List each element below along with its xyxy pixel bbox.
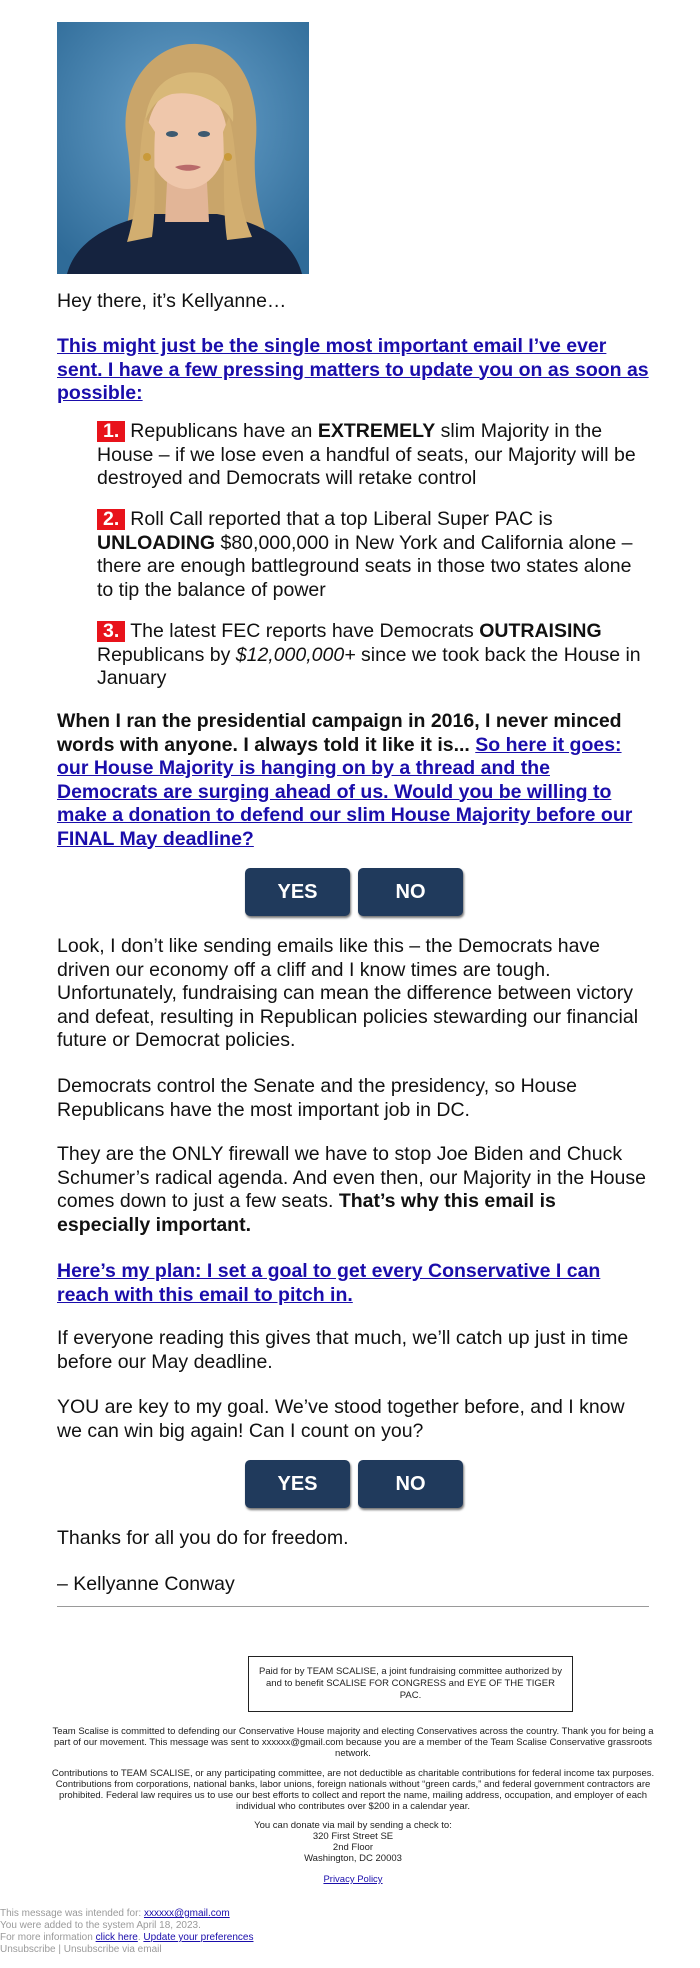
separator-dot: . xyxy=(137,1932,144,1943)
unsubscribe-line xyxy=(0,1944,162,1956)
campaign-bold: When I ran the presidential campaign in 2016, I never minced words with anyone. I always told it like it is... xyxy=(57,710,622,756)
number-badge: 2. xyxy=(97,509,125,530)
paid-for-box xyxy=(248,1656,573,1712)
more-info-line xyxy=(0,1932,253,1944)
number-badge: 3. xyxy=(97,621,125,642)
more-info-text: For more information xyxy=(0,1932,96,1943)
unsubscribe-email-link[interactable]: Unsubscribe via email xyxy=(63,1944,162,1955)
yes-button[interactable]: YES xyxy=(245,868,350,916)
paid-for-text: Paid for by TEAM SCALISE, a joint fundraising committee authorized by and to benefit SCALISE FOR CONGRESS and EYE OF THE TIGER PAC. xyxy=(259,1666,562,1701)
unsubscribe-link[interactable]: Unsubscribe xyxy=(0,1944,56,1955)
point-text: Republicans by xyxy=(97,643,236,666)
no-button[interactable]: NO xyxy=(358,1460,463,1508)
point-text: Republicans have an xyxy=(130,420,318,442)
privacy-row xyxy=(57,1874,649,1885)
privacy-policy-link[interactable]: Privacy Policy xyxy=(323,1874,383,1885)
number-badge: 1. xyxy=(97,421,125,442)
separator: | xyxy=(55,1944,64,1955)
catchup-paragraph: If everyone reading this gives that much, we’ll catch up just in time before our May deadline. xyxy=(57,1327,629,1373)
intended-line xyxy=(0,1908,230,1920)
kellyanne-photo xyxy=(57,22,309,274)
list-item xyxy=(97,420,649,491)
list-item xyxy=(97,620,649,691)
donation-link[interactable]: So here it goes: our House Majority is hanging on by a thread and the Democrats are surging ahead of us. Would you be willing to make a donation to defend our slim House Majority before our FINAL May deadline? xyxy=(57,733,633,850)
greeting: Hey there, it’s Kellyanne… xyxy=(57,290,287,312)
added-line: You were added to the system April 18, 2023. xyxy=(0,1920,201,1931)
plan-link[interactable]: Here’s my plan: I set a goal to get every Conservative I can reach with this email to pitch in. xyxy=(57,1260,601,1306)
point-text: slim Majority in the House – if we lose even a handful of seats, our Majority will be destroyed and Democrats will retake control xyxy=(97,420,636,489)
look-paragraph: Look, I don’t like sending emails like this – the Democrats have driven our economy off a cliff and I know times are tough. Unfortunately, fundraising can mean the difference between victory and defeat, resulting in Republican policies stewarding our financial future or Democrat policies. xyxy=(57,935,639,1051)
firewall-text: They are the ONLY firewall we have to stop Joe Biden and Chuck Schumer’s radical agenda. And even then, our Majority in the House comes down to just a few seats. xyxy=(57,1143,646,1212)
contributions-text: Contributions to TEAM SCALISE, or any participating committee, are not deductible as charitable contributions for federal income tax purposes. Contributions from corporations, national banks, labor unions, foreign nationals without “green cards,” and federal government contractors are prohibited. Federal law requires us to use our best efforts to collect and report the name, mailing address, occupation, and employer of each individual who contributes over $200 in a calendar year. xyxy=(51,1768,655,1812)
click-here-link[interactable]: click here xyxy=(95,1932,138,1943)
address-line: 320 First Street SE xyxy=(312,1831,394,1842)
mail-address xyxy=(57,1820,649,1864)
point-bold: OUTRAISING xyxy=(479,620,602,642)
point-italic: $12,000,000+ xyxy=(235,643,356,666)
key-paragraph: YOU are key to my goal. We’ve stood together before, and I know we can win big again! Can I count on you? xyxy=(57,1396,625,1442)
update-preferences-link[interactable]: Update your preferences xyxy=(143,1932,254,1943)
committed-text: Team Scalise is committed to defending our Conservative House majority and electing Conservatives across the country. Thank you for being a part of our movement. This message was sent to xxxxxx@gmail.com because you are a member of the Team Scalise Conservative grassroots network. xyxy=(52,1726,654,1759)
no-button[interactable]: NO xyxy=(358,868,463,916)
point-bold: EXTREMELY xyxy=(317,420,436,442)
point-text: $80,000,000 in New York and California alone – there are enough battleground seats in those two states alone to tip the balance of power xyxy=(97,531,633,601)
firewall-paragraph xyxy=(57,1143,649,1237)
intended-email-link[interactable]: xxxxxx@gmail.com xyxy=(143,1908,230,1919)
mail-intro: You can donate via mail by sending a check to: xyxy=(254,1820,452,1831)
firewall-bold: That’s why this email is especially important. xyxy=(57,1190,556,1236)
intended-label: This message was intended for: xyxy=(0,1908,144,1919)
campaign-paragraph xyxy=(57,710,649,851)
portrait-illustration xyxy=(57,22,309,274)
thanks-text: Thanks for all you do for freedom. xyxy=(57,1527,349,1549)
point-text: since we took back the House in January xyxy=(97,643,641,689)
point-bold: UNLOADING xyxy=(97,531,216,554)
yes-button[interactable]: YES xyxy=(245,1460,350,1508)
point-text: The latest FEC reports have Democrats xyxy=(130,620,480,642)
signature: – Kellyanne Conway xyxy=(57,1573,235,1595)
address-line: 2nd Floor xyxy=(332,1842,374,1853)
address-line: Washington, DC 20003 xyxy=(304,1853,402,1864)
list-item xyxy=(97,508,649,602)
senate-paragraph: Democrats control the Senate and the presidency, so House Republicans have the most important job in DC. xyxy=(57,1075,577,1121)
point-text: Roll Call reported that a top Liberal Super PAC is xyxy=(130,508,553,530)
intro-link[interactable]: This might just be the single most important email I’ve ever sent. I have a few pressing matters to update you on as soon as possible: xyxy=(57,335,649,404)
divider xyxy=(57,1606,649,1607)
